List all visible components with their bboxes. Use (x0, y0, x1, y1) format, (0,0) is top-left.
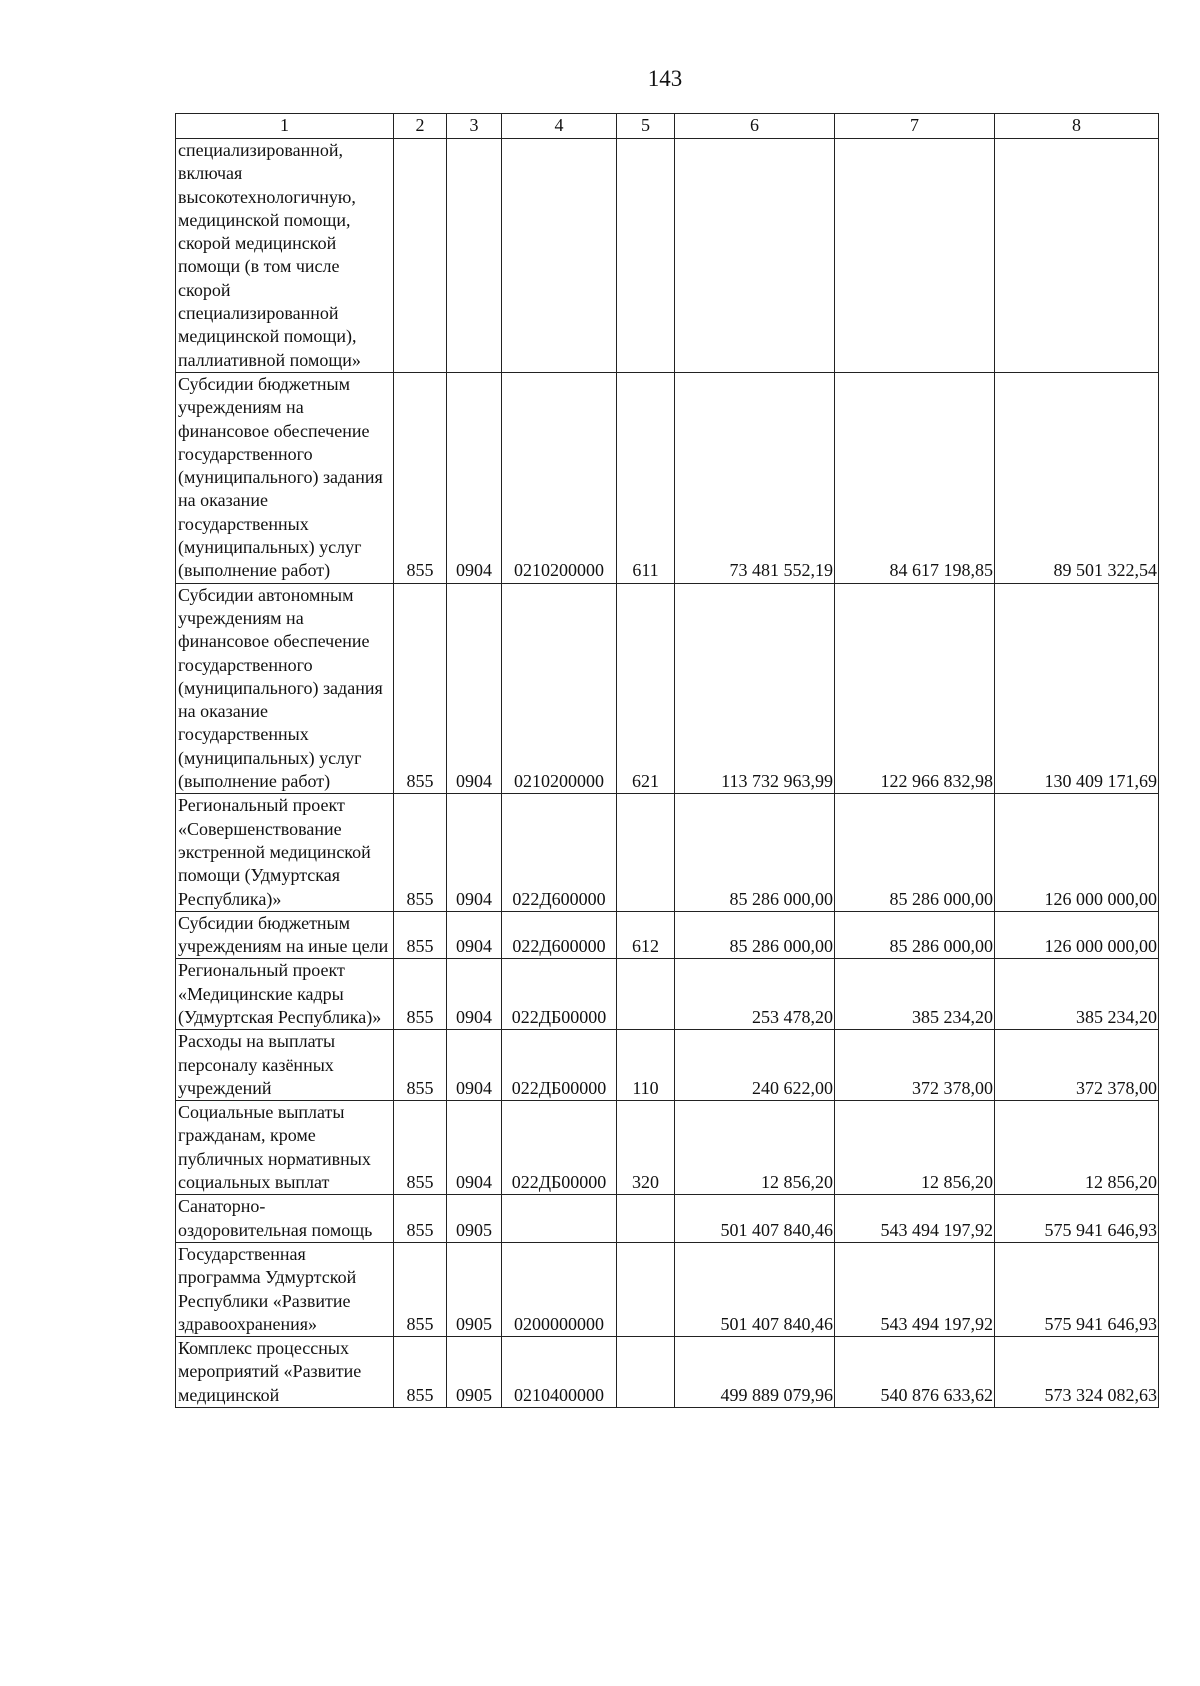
target-code-cell: 022ДБ00000 (502, 1030, 617, 1101)
expense-type-cell (617, 1242, 675, 1336)
expense-type-cell: 611 (617, 372, 675, 583)
item-name-cell: Расходы на выплаты персоналу казённых учреждений (176, 1030, 394, 1101)
section-code-cell: 0905 (447, 1337, 502, 1408)
table-row (176, 583, 1159, 794)
expense-type-cell: 110 (617, 1030, 675, 1101)
ministry-code-cell: 855 (394, 794, 447, 911)
target-code-cell: 022ДБ00000 (502, 1101, 617, 1195)
target-code-cell: 0210200000 (502, 583, 617, 794)
target-code-cell: 0200000000 (502, 1242, 617, 1336)
amount-col8-cell (995, 139, 1159, 373)
ministry-code-cell: 855 (394, 1101, 447, 1195)
amount-col6-cell: 501 407 840,46 (675, 1195, 835, 1243)
item-name-cell: Государственная программа Удмуртской Республики «Развитие здравоохранения» (176, 1242, 394, 1336)
ministry-code-cell: 855 (394, 1195, 447, 1243)
amount-col7-cell: 385 234,20 (835, 959, 995, 1030)
column-header: 4 (502, 114, 617, 139)
amount-col6-cell: 113 732 963,99 (675, 583, 835, 794)
amount-col8-cell: 372 378,00 (995, 1030, 1159, 1101)
item-name-cell: специализированной, включая высокотехнологичную, медицинской помощи, скорой медицинской помощи (в том числе скорой специализированной медицинской помощи), паллиативной помощи» (176, 139, 394, 373)
section-code-cell: 0904 (447, 911, 502, 959)
target-code-cell: 022Д600000 (502, 911, 617, 959)
table-header-row (176, 114, 1159, 139)
amount-col7-cell: 84 617 198,85 (835, 372, 995, 583)
table-row (176, 1337, 1159, 1408)
section-code-cell: 0904 (447, 583, 502, 794)
amount-col6-cell: 12 856,20 (675, 1101, 835, 1195)
target-code-cell: 022ДБ00000 (502, 959, 617, 1030)
item-name-cell: Субсидии автономным учреждениям на финансовое обеспечение государственного (муниципального) задания на оказание государственных (муниципальных) услуг (выполнение работ) (176, 583, 394, 794)
ministry-code-cell: 855 (394, 372, 447, 583)
item-name-cell: Региональный проект «Медицинские кадры (Удмуртская Республика)» (176, 959, 394, 1030)
section-code-cell: 0905 (447, 1242, 502, 1336)
amount-col6-cell: 499 889 079,96 (675, 1337, 835, 1408)
expense-type-cell: 621 (617, 583, 675, 794)
target-code-cell: 022Д600000 (502, 794, 617, 911)
expense-type-cell (617, 1195, 675, 1243)
table-row (176, 1195, 1159, 1243)
amount-col8-cell: 12 856,20 (995, 1101, 1159, 1195)
amount-col8-cell: 130 409 171,69 (995, 583, 1159, 794)
expense-type-cell (617, 959, 675, 1030)
target-code-cell (502, 1195, 617, 1243)
amount-col7-cell: 85 286 000,00 (835, 911, 995, 959)
amount-col7-cell: 372 378,00 (835, 1030, 995, 1101)
item-name-cell: Субсидии бюджетным учреждениям на финансовое обеспечение государственного (муниципального) задания на оказание государственных (муниципальных) услуг (выполнение работ) (176, 372, 394, 583)
column-header: 2 (394, 114, 447, 139)
section-code-cell: 0904 (447, 794, 502, 911)
expense-type-cell (617, 139, 675, 373)
table-row (176, 794, 1159, 911)
column-header: 1 (176, 114, 394, 139)
amount-col7-cell: 12 856,20 (835, 1101, 995, 1195)
ministry-code-cell (394, 139, 447, 373)
amount-col6-cell: 501 407 840,46 (675, 1242, 835, 1336)
amount-col7-cell (835, 139, 995, 373)
amount-col7-cell: 85 286 000,00 (835, 794, 995, 911)
target-code-cell: 0210400000 (502, 1337, 617, 1408)
section-code-cell: 0905 (447, 1195, 502, 1243)
item-name-cell: Комплекс процессных мероприятий «Развитие медицинской (176, 1337, 394, 1408)
amount-col7-cell: 543 494 197,92 (835, 1195, 995, 1243)
section-code-cell: 0904 (447, 1101, 502, 1195)
ministry-code-cell: 855 (394, 1030, 447, 1101)
expense-type-cell: 320 (617, 1101, 675, 1195)
ministry-code-cell: 855 (394, 1242, 447, 1336)
amount-col6-cell: 85 286 000,00 (675, 911, 835, 959)
amount-col6-cell: 73 481 552,19 (675, 372, 835, 583)
expense-type-cell (617, 794, 675, 911)
table-row (176, 911, 1159, 959)
item-name-cell: Санаторно-оздоровительная помощь (176, 1195, 394, 1243)
amount-col6-cell: 253 478,20 (675, 959, 835, 1030)
section-code-cell: 0904 (447, 959, 502, 1030)
amount-col7-cell: 543 494 197,92 (835, 1242, 995, 1336)
amount-col6-cell (675, 139, 835, 373)
amount-col8-cell: 575 941 646,93 (995, 1195, 1159, 1243)
amount-col7-cell: 540 876 633,62 (835, 1337, 995, 1408)
amount-col8-cell: 126 000 000,00 (995, 911, 1159, 959)
column-header: 7 (835, 114, 995, 139)
section-code-cell (447, 139, 502, 373)
table-row (176, 959, 1159, 1030)
table-row (176, 1030, 1159, 1101)
table-row (176, 372, 1159, 583)
amount-col8-cell: 126 000 000,00 (995, 794, 1159, 911)
ministry-code-cell: 855 (394, 1337, 447, 1408)
table-row (176, 1242, 1159, 1336)
amount-col8-cell: 575 941 646,93 (995, 1242, 1159, 1336)
amount-col8-cell: 573 324 082,63 (995, 1337, 1159, 1408)
budget-table (175, 113, 1159, 1408)
section-code-cell: 0904 (447, 1030, 502, 1101)
table-row (176, 1101, 1159, 1195)
column-header: 5 (617, 114, 675, 139)
ministry-code-cell: 855 (394, 959, 447, 1030)
table-row (176, 139, 1159, 373)
column-header: 8 (995, 114, 1159, 139)
amount-col6-cell: 85 286 000,00 (675, 794, 835, 911)
target-code-cell: 0210200000 (502, 372, 617, 583)
expense-type-cell: 612 (617, 911, 675, 959)
ministry-code-cell: 855 (394, 911, 447, 959)
item-name-cell: Региональный проект «Совершенствование экстренной медицинской помощи (Удмуртская Республика)» (176, 794, 394, 911)
column-header: 6 (675, 114, 835, 139)
amount-col6-cell: 240 622,00 (675, 1030, 835, 1101)
amount-col8-cell: 89 501 322,54 (995, 372, 1159, 583)
section-code-cell: 0904 (447, 372, 502, 583)
expense-type-cell (617, 1337, 675, 1408)
item-name-cell: Субсидии бюджетным учреждениям на иные цели (176, 911, 394, 959)
page-number: 143 (647, 66, 683, 91)
ministry-code-cell: 855 (394, 583, 447, 794)
amount-col8-cell: 385 234,20 (995, 959, 1159, 1030)
column-header: 3 (447, 114, 502, 139)
target-code-cell (502, 139, 617, 373)
amount-col7-cell: 122 966 832,98 (835, 583, 995, 794)
item-name-cell: Социальные выплаты гражданам, кроме публичных нормативных социальных выплат (176, 1101, 394, 1195)
